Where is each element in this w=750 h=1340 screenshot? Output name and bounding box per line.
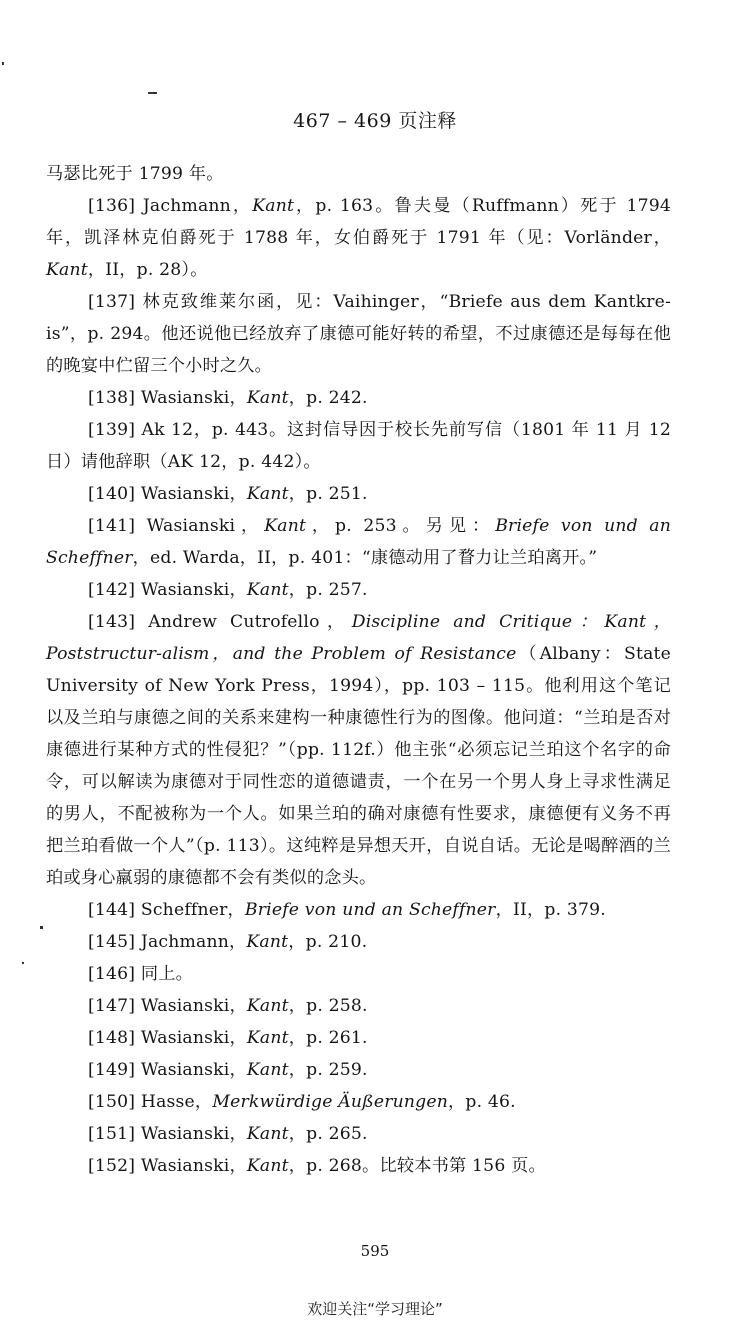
note-text: ，p. 258. <box>288 996 368 1016</box>
endnote-item <box>46 958 671 990</box>
note-title-italic: Briefe von und an Scheffner <box>46 516 671 568</box>
note-text: [145] Jachmann， <box>88 932 247 952</box>
note-text: ，II，p. 28）。 <box>87 260 208 280</box>
note-text: [149] Wasianski， <box>88 1060 247 1080</box>
endnote-item <box>46 926 671 958</box>
note-text: [152] Wasianski， <box>88 1156 247 1176</box>
note-title-italic: Kant <box>246 1028 289 1048</box>
note-title-italic: Kant <box>246 1124 289 1144</box>
note-title-italic: Kant <box>246 580 289 600</box>
note-text: [143] Andrew Cutrofello， <box>88 612 352 632</box>
endnote-item <box>46 894 671 926</box>
note-text: ，II，p. 379. <box>495 900 606 920</box>
note-text: ，p. 261. <box>288 1028 368 1048</box>
note-text: ，p. 163。鲁夫曼（Ruffmann）死于 1794 年，凯泽林克伯爵死于 1788 年，女伯爵死于 1791 年（见：Vorländer， <box>46 196 671 248</box>
note-text: [150] Hasse， <box>88 1092 213 1112</box>
endnote-item <box>46 1118 671 1150</box>
endnote-item <box>46 574 671 606</box>
note-title-italic: Discipline and Critique：Kant，Poststructur-alism，and the Problem of Resistance <box>46 612 671 664</box>
note-title-italic: Kant <box>264 516 307 536</box>
endnote-item <box>46 382 671 414</box>
scan-speck <box>40 926 43 929</box>
endnote-item <box>46 286 671 382</box>
endnote-item <box>46 1150 671 1182</box>
note-text: ，ed. Warda，II，p. 401：“康德动用了瞀力让兰珀离开。” <box>132 548 598 568</box>
note-text: ，p. 257. <box>288 580 368 600</box>
note-text: [137] 林克致维莱尔函，见：Vaihinger，“Briefe aus dem Kantkre-is”，p. 294。他还说他已经放弃了康德可能好转的希望，不过康德还是每每在他的晚宴中伫留三个小时之久。 <box>46 292 671 376</box>
endnote-item <box>46 510 671 574</box>
note-text: [147] Wasianski， <box>88 996 247 1016</box>
note-title-italic: Kant <box>46 260 88 280</box>
note-text: [151] Wasianski， <box>88 1124 247 1144</box>
endnote-item <box>46 990 671 1022</box>
note-title-italic: Kant <box>246 1060 289 1080</box>
scan-speck <box>2 62 4 65</box>
note-text: （Albany：State University of New York Press，1994），pp. 103 – 115。他利用这个笔记以及兰珀与康德之间的关系来建构一种康德性行为的图像。他问道：“兰珀是否对康德进行某种方式的性侵犯？”（pp. 112f.）他主张“必须忘记兰珀这个名字的命令，可以解读为康德对于同性恋的道德谴责，一个在另一个男人身上寻求性满足的男人，不配被称为一个人。如果兰珀的确对康德有性要求，康德便有义务不再把兰珀看做一个人”（p. 113）。这纯粹是异想天开，自说自话。无论是喝醉酒的兰珀或身心羸弱的康德都不会有类似的念头。 <box>46 644 671 888</box>
endnote-item <box>46 1022 671 1054</box>
note-text: [136] Jachmann， <box>88 196 253 216</box>
running-header: 467 – 469 页注释 <box>293 110 457 132</box>
page-number: 595 <box>360 1242 390 1260</box>
note-title-italic: Briefe von und an Scheffner <box>244 900 496 920</box>
note-text: [139] Ak 12，p. 443。这封信导因于校长先前写信（1801 年 11 月 12 日）请他辞职（AK 12，p. 442）。 <box>46 420 671 472</box>
endnote-item <box>46 1054 671 1086</box>
note-title-italic: Kant <box>246 1156 289 1176</box>
note-text: ，p. 253。另见： <box>306 516 496 536</box>
note-text: ，p. 210. <box>288 932 368 952</box>
note-text: [141] Wasianski， <box>88 516 265 536</box>
note-text: ，p. 265. <box>288 1124 368 1144</box>
note-text: [142] Wasianski， <box>88 580 247 600</box>
note-title-italic: Kant <box>246 388 289 408</box>
endnote-item <box>46 190 671 286</box>
note-text: ，p. 251. <box>288 484 368 504</box>
note-text: ，p. 268。比较本书第 156 页。 <box>288 1156 546 1176</box>
note-continuation <box>46 158 671 190</box>
note-text: [140] Wasianski， <box>88 484 247 504</box>
note-text: [138] Wasianski， <box>88 388 247 408</box>
endnote-item <box>46 478 671 510</box>
note-text: [146] 同上。 <box>88 964 194 984</box>
endnote-item <box>46 414 671 478</box>
note-text: ，p. 259. <box>288 1060 368 1080</box>
note-title-italic: Kant <box>246 996 289 1016</box>
note-title-italic: Merkwürdige Äußerungen <box>212 1092 448 1112</box>
endnote-item <box>46 606 671 894</box>
note-title-italic: Kant <box>246 932 289 952</box>
note-text: [148] Wasianski， <box>88 1028 247 1048</box>
endnotes-body <box>46 158 671 1182</box>
note-text: ，p. 46. <box>448 1092 516 1112</box>
note-text: ，p. 242. <box>288 388 368 408</box>
note-title-italic: Kant <box>252 196 295 216</box>
scan-speck <box>22 962 24 964</box>
scan-speck <box>148 92 157 94</box>
note-text: [144] Scheffner， <box>88 900 245 920</box>
endnote-item <box>46 1086 671 1118</box>
note-title-italic: Kant <box>246 484 289 504</box>
footer-watermark-text: 欢迎关注“学习理论” <box>307 1300 443 1318</box>
note-text: 马瑟比死于 1799 年。 <box>46 164 224 184</box>
